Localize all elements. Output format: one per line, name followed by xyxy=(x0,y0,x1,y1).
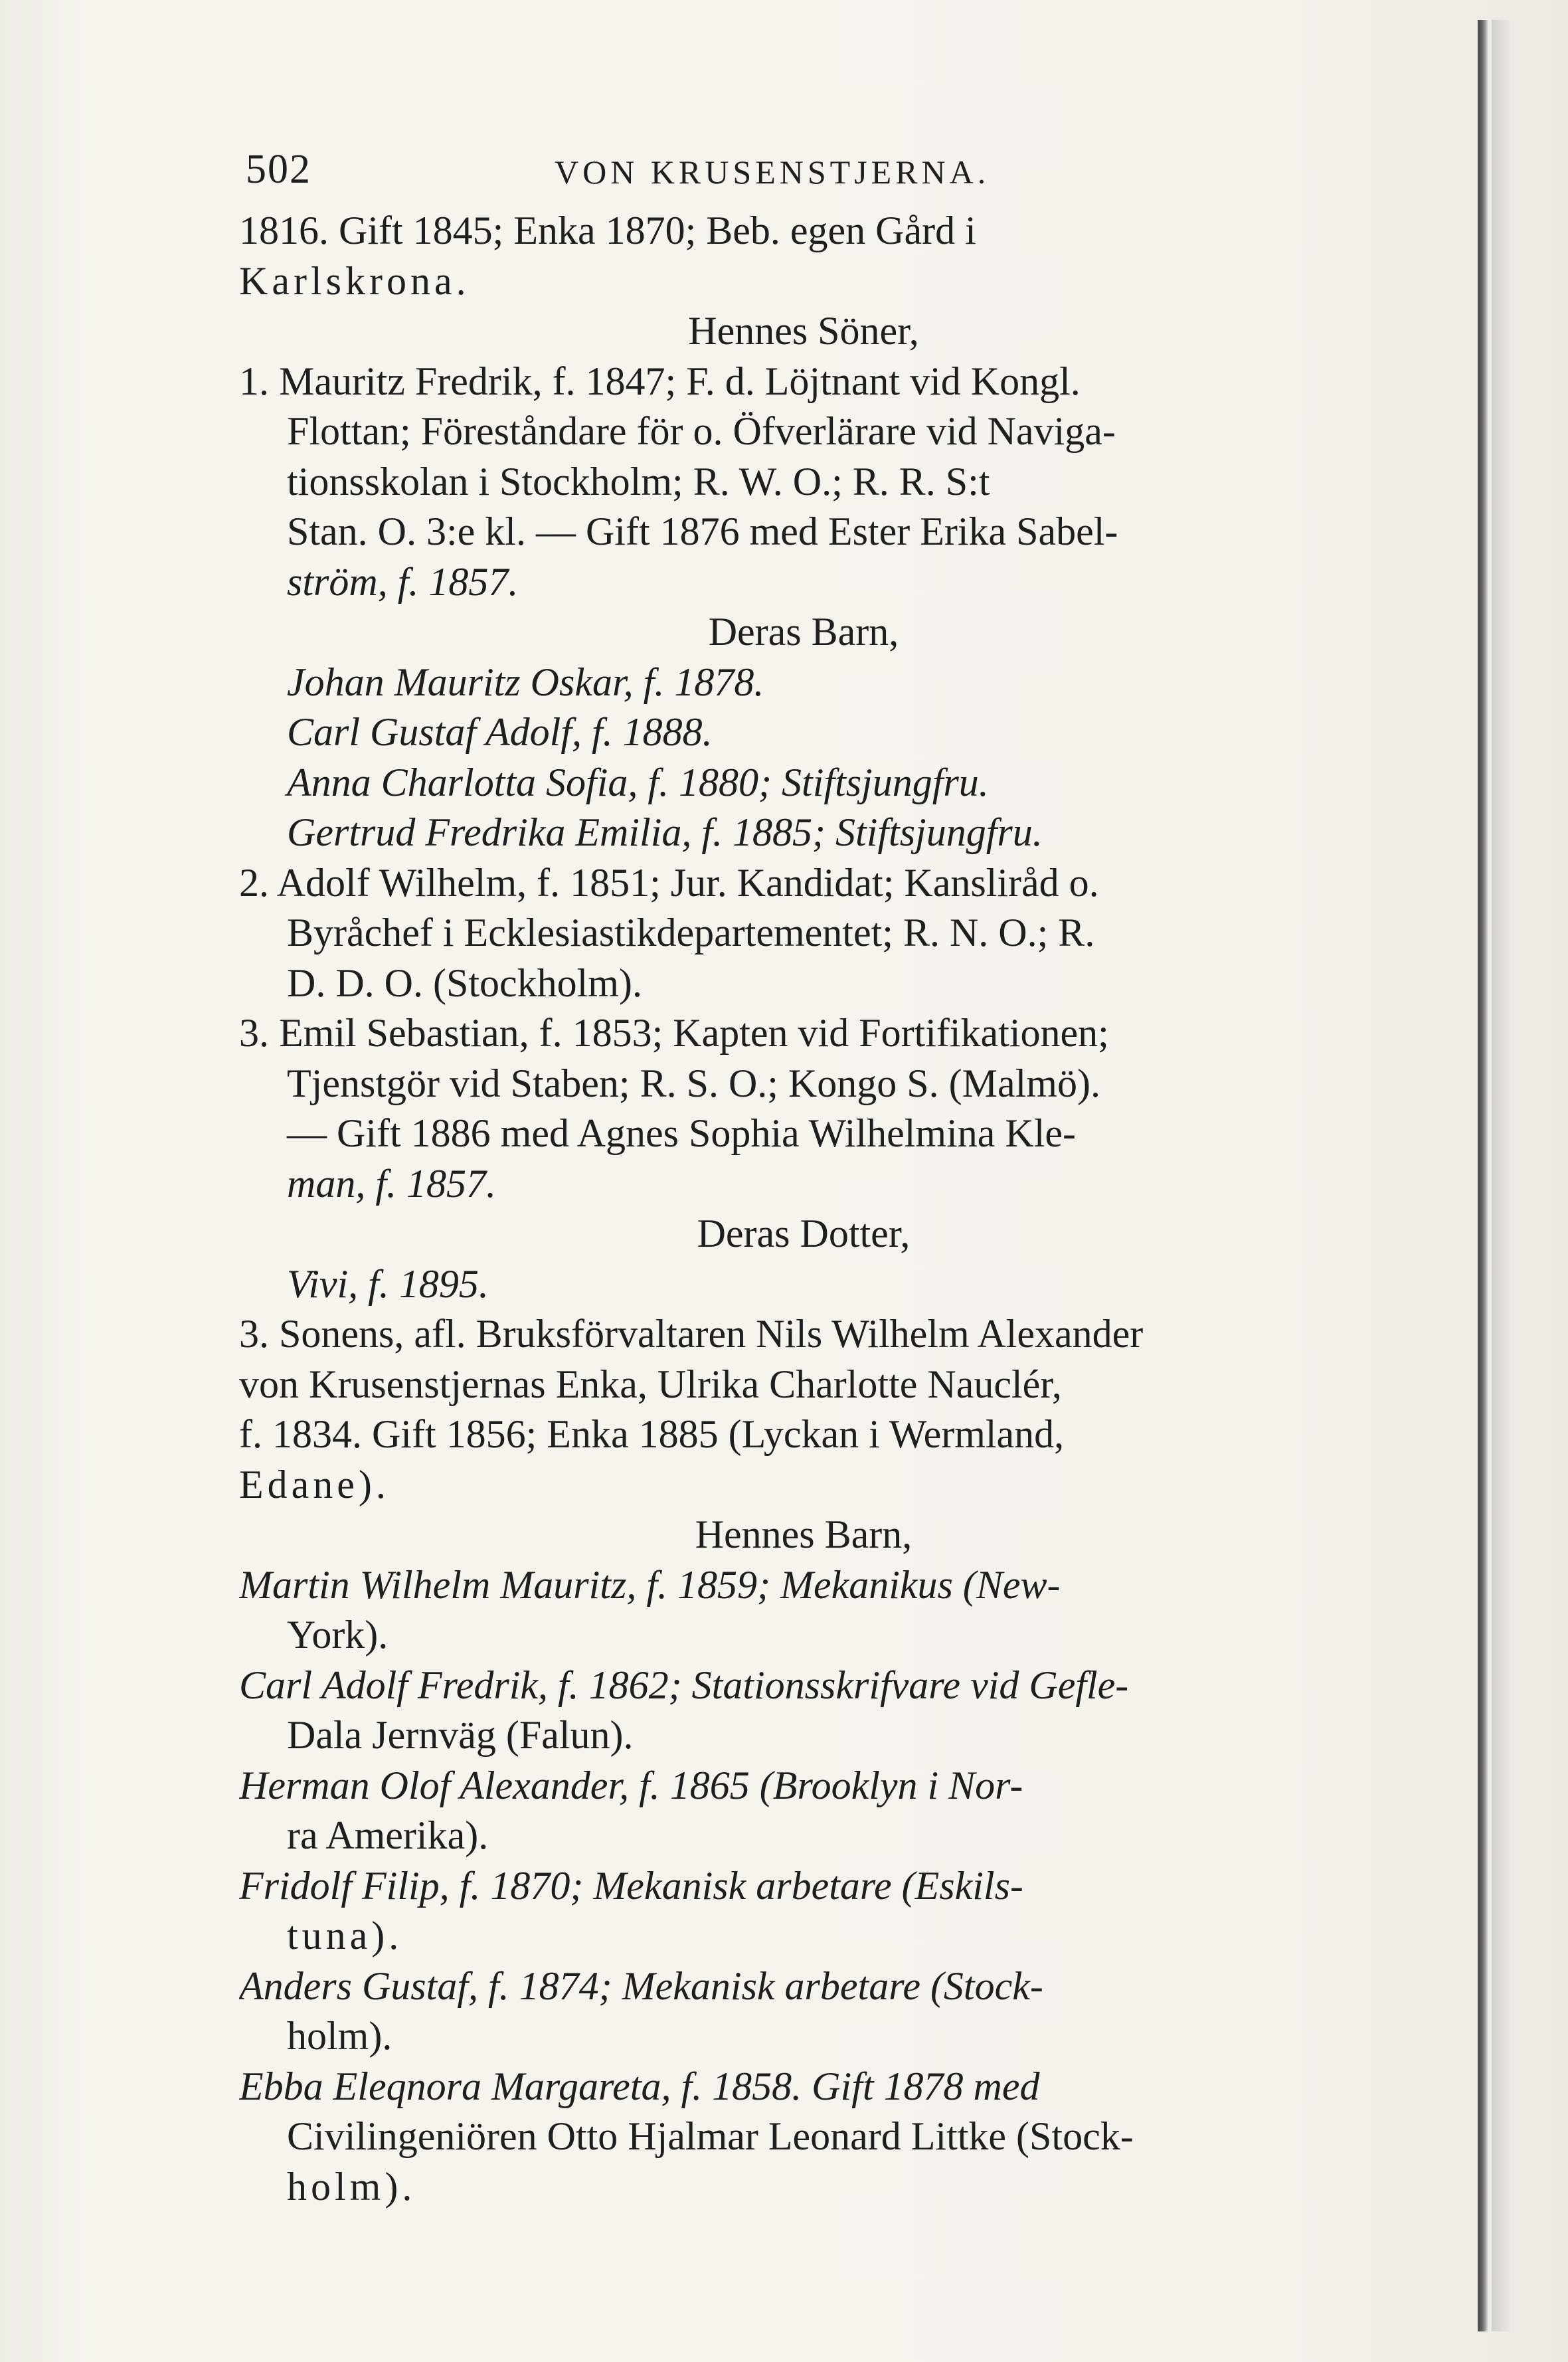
page-number: 502 xyxy=(246,147,311,192)
text-line: f. 1834. Gift 1856; Enka 1885 (Lyckan i Wermland, xyxy=(239,1412,1065,1456)
child-entry: Johan Mauritz Oskar, f. 1878. xyxy=(287,660,764,704)
book-binding-edge xyxy=(1478,20,1488,2331)
page-header xyxy=(239,133,1368,206)
running-head: VON KRUSENSTJERNA. xyxy=(555,153,990,191)
book-binding-shadow xyxy=(1492,20,1512,2331)
text-line: Flottan; Föreståndare för o. Öfverlärare vid Naviga- xyxy=(287,409,1116,453)
child-entry: Vivi, f. 1895. xyxy=(287,1261,489,1306)
entry-line: 3. Sonens, afl. Bruksförvaltaren Nils Wilhelm Alexander xyxy=(239,1312,1144,1356)
text-line: Stan. O. 3:e kl. — Gift 1876 med Ester Erika Sabel- xyxy=(287,509,1118,553)
child-entry: Martin Wilhelm Mauritz, f. 1859; Mekanikus (New- xyxy=(239,1562,1061,1607)
child-entry: Anders Gustaf, f. 1874; Mekanisk arbetare (Stock- xyxy=(239,1963,1043,2008)
book-page xyxy=(239,133,1368,2212)
section-heading: Hennes Söner, xyxy=(688,309,919,353)
child-entry: Gertrud Fredrika Emilia, f. 1885; Stiftsjungfru. xyxy=(287,810,1043,854)
child-entry: Ebba Eleqnora Margareta, f. 1858. Gift 1878 med xyxy=(239,2064,1040,2108)
text-line: Dala Jernväg (Falun). xyxy=(287,1713,634,1757)
text-line: 1816. Gift 1845; Enka 1870; Beb. egen Gård i xyxy=(239,209,976,252)
child-entry: Anna Charlotta Sofia, f. 1880; Stiftsjungfru. xyxy=(287,760,989,804)
entry-line: 1. Mauritz Fredrik, f. 1847; F. d. Löjtnant vid Kongl. xyxy=(239,359,1081,403)
entry-line: 3. Emil Sebastian, f. 1853; Kapten vid Fortifikationen; xyxy=(239,1011,1109,1055)
text-line: D. D. O. (Stockholm). xyxy=(287,960,642,1005)
text-line: von Krusenstjernas Enka, Ulrika Charlotte Nauclér, xyxy=(239,1362,1062,1406)
text-line: ra Amerika). xyxy=(287,1813,489,1857)
text-line: Edane). xyxy=(239,1462,390,1506)
section-heading: Deras Barn, xyxy=(708,610,899,654)
text-line: Tjenstgör vid Staben; R. S. O.; Kongo S. (Malmö). xyxy=(287,1061,1100,1105)
text-line: Civilingeniören Otto Hjalmar Leonard Littke (Stock- xyxy=(287,2114,1134,2158)
text-line: holm). xyxy=(287,2164,416,2209)
text-line: ström, f. 1857. xyxy=(287,559,519,604)
child-entry: Carl Gustaf Adolf, f. 1888. xyxy=(287,710,713,754)
child-entry: Herman Olof Alexander, f. 1865 (Brooklyn i Nor- xyxy=(239,1763,1023,1807)
text-line: tuna). xyxy=(287,1914,403,1957)
page-body xyxy=(239,206,1368,2212)
text-line: tionsskolan i Stockholm; R. W. O.; R. R. S:t xyxy=(287,459,990,503)
text-line: Byråchef i Ecklesiastikdepartementet; R. N. O.; R. xyxy=(287,911,1095,954)
child-entry: Fridolf Filip, f. 1870; Mekanisk arbetare (Eskils- xyxy=(239,1863,1023,1908)
text-line: holm). xyxy=(287,2014,392,2058)
child-entry: Carl Adolf Fredrik, f. 1862; Stationsskrifvare vid Gefle- xyxy=(239,1663,1129,1707)
entry-line: 2. Adolf Wilhelm, f. 1851; Jur. Kandidat; Kansliråd o. xyxy=(239,860,1099,905)
text-line: man, f. 1857. xyxy=(287,1161,496,1206)
text-line: — Gift 1886 med Agnes Sophia Wilhelmina Kle- xyxy=(287,1111,1076,1155)
section-heading: Deras Dotter, xyxy=(697,1212,911,1255)
text-line: York). xyxy=(287,1613,389,1657)
text-line: Karlskrona. xyxy=(239,258,470,303)
section-heading: Hennes Barn, xyxy=(695,1512,913,1556)
